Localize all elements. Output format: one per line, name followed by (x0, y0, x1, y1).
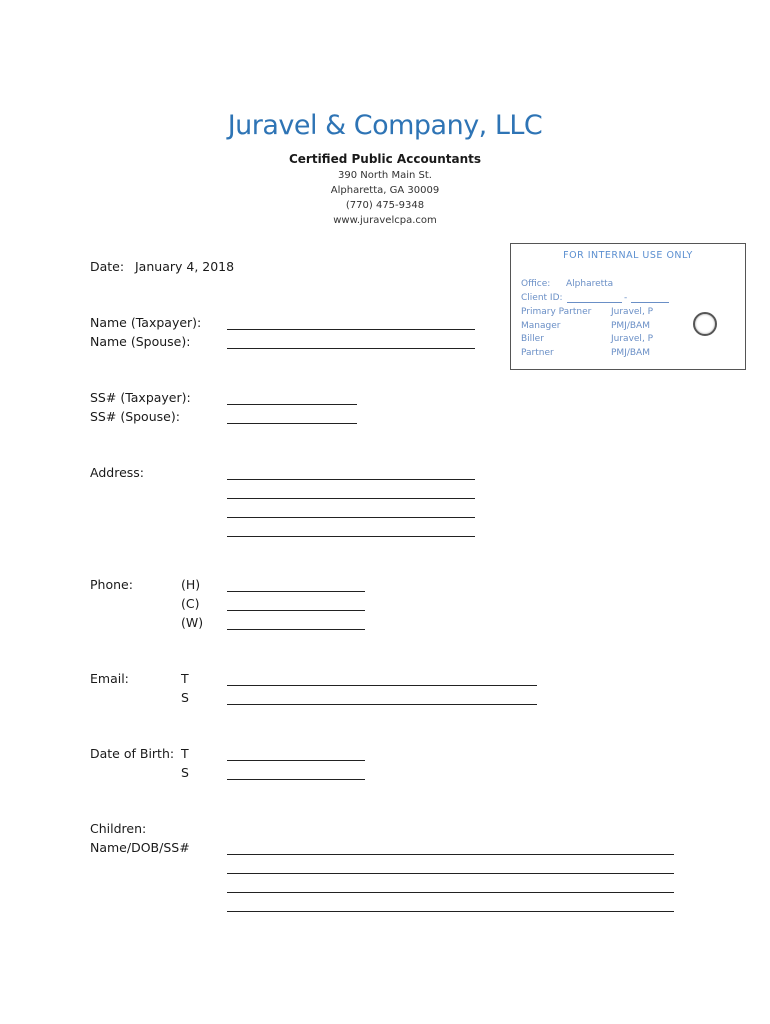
email-taxpayer-field[interactable] (227, 685, 537, 686)
client-id-separator: - (624, 293, 628, 303)
children-sub-label: Name/DOB/SS# (90, 840, 190, 855)
date-value: January 4, 2018 (135, 259, 235, 274)
partner-value: PMJ/BAM (611, 348, 650, 358)
children-field-4[interactable] (227, 911, 674, 912)
client-id-line-1[interactable] (567, 302, 622, 303)
firm-street: 390 North Main St. (338, 170, 432, 181)
internal-use-title: FOR INTERNAL USE ONLY (563, 250, 693, 261)
firm-name: Juravel & Company, LLC (227, 110, 543, 141)
email-spouse-field[interactable] (227, 704, 537, 705)
firm-subtitle: Certified Public Accountants (288, 152, 482, 166)
primary-partner-value: Juravel, P (611, 307, 654, 317)
dob-spouse-field[interactable] (227, 779, 365, 780)
children-field-1[interactable] (227, 854, 674, 855)
biller-label: Biller (521, 334, 544, 344)
email-spouse-label: S (181, 690, 189, 705)
dob-taxpayer-field[interactable] (227, 760, 365, 761)
phone-home-field[interactable] (227, 591, 365, 592)
address-field-4[interactable] (227, 536, 475, 537)
firm-phone: (770) 475-9348 (345, 200, 425, 211)
name-spouse-label: Name (Spouse): (90, 334, 191, 349)
office-label: Office: (521, 279, 551, 289)
children-field-3[interactable] (227, 892, 674, 893)
ss-taxpayer-label: SS# (Taxpayer): (90, 390, 191, 405)
client-id-line-2[interactable] (631, 302, 669, 303)
dob-taxpayer-label: T (181, 746, 189, 761)
ss-spouse-label: SS# (Spouse): (90, 409, 180, 424)
client-id-label: Client ID: (521, 293, 563, 303)
phone-cell-label: (C) (181, 596, 200, 611)
ss-spouse-field[interactable] (227, 423, 357, 424)
dob-spouse-label: S (181, 765, 189, 780)
manager-value: PMJ/BAM (611, 321, 650, 331)
ss-taxpayer-field[interactable] (227, 404, 357, 405)
manager-label: Manager (521, 321, 561, 331)
address-field-1[interactable] (227, 479, 475, 480)
internal-use-box (510, 243, 746, 370)
office-value: Alpharetta (566, 279, 614, 289)
date-label: Date: (90, 259, 125, 274)
children-label: Children: (90, 821, 147, 836)
children-field-2[interactable] (227, 873, 674, 874)
phone-cell-field[interactable] (227, 610, 365, 611)
address-label: Address: (90, 465, 144, 480)
email-taxpayer-label: T (181, 671, 189, 686)
phone-work-label: (W) (181, 615, 204, 630)
firm-website: www.juravelcpa.com (333, 215, 437, 226)
status-circle-icon[interactable] (693, 312, 717, 336)
address-field-2[interactable] (227, 498, 475, 499)
name-spouse-field[interactable] (227, 348, 475, 349)
name-taxpayer-field[interactable] (227, 329, 475, 330)
email-label: Email: (90, 671, 129, 686)
partner-label: Partner (521, 348, 554, 358)
primary-partner-label: Primary Partner (521, 307, 592, 317)
name-taxpayer-label: Name (Taxpayer): (90, 315, 202, 330)
dob-label: Date of Birth: (90, 746, 175, 761)
biller-value: Juravel, P (611, 334, 654, 344)
firm-city: Alpharetta, GA 30009 (330, 185, 440, 196)
phone-home-label: (H) (181, 577, 201, 592)
address-field-3[interactable] (227, 517, 475, 518)
phone-label: Phone: (90, 577, 133, 592)
phone-work-field[interactable] (227, 629, 365, 630)
